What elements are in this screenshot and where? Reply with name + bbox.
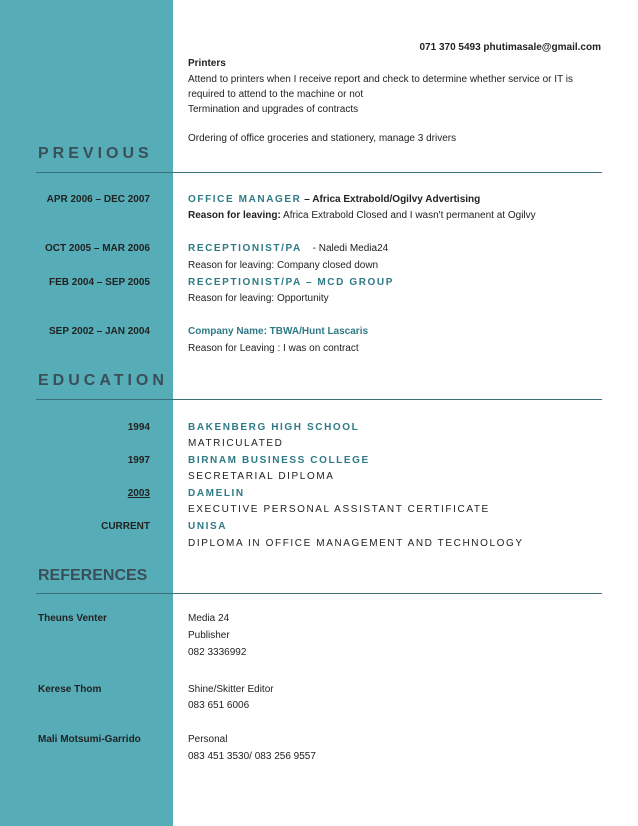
job-company: – Africa Extrabold/Ogilvy Advertising	[304, 194, 481, 205]
edu-year: 2003	[127, 488, 150, 499]
duty-line: required to attend to the machine or not	[188, 89, 364, 100]
job-role: Company Name: TBWA/Hunt Lascaris	[188, 326, 369, 337]
printers-title: Printers	[188, 58, 226, 69]
reference-name: Mali Motsumi-Garrido	[38, 734, 141, 745]
job-dates: APR 2006 – DEC 2007	[46, 194, 150, 205]
edu-school: DAMELIN	[188, 488, 245, 499]
duty-line: Ordering of office groceries and stationery, manage 3 drivers	[188, 133, 457, 144]
edu-school: UNISA	[188, 521, 228, 532]
references-heading: REFERENCES	[38, 567, 148, 584]
reference-line: Media 24	[188, 613, 230, 624]
job-role: RECEPTIONIST/PA	[188, 243, 302, 254]
duty-line: Termination and upgrades of contracts	[188, 104, 359, 115]
edu-qualification: SECRETARIAL DIPLOMA	[188, 471, 335, 482]
job-reason: Reason for leaving: Company closed down	[188, 260, 379, 271]
job-title	[188, 243, 388, 255]
job-reason: Reason for leaving: Opportunity	[188, 293, 329, 304]
reference-line: Personal	[188, 734, 228, 745]
job-company: - Naledi Media24	[312, 243, 389, 254]
job-reason	[188, 210, 536, 222]
edu-year: CURRENT	[101, 521, 150, 532]
section-divider	[36, 172, 602, 173]
reference-line: 083 451 3530/ 083 256 9557	[188, 751, 316, 762]
duty-line: Attend to printers when I receive report and check to determine whether service or IT is	[188, 74, 573, 85]
job-reason: Reason for Leaving : I was on contract	[188, 343, 359, 354]
reason-label: Reason for leaving:	[188, 210, 281, 221]
edu-qualification: DIPLOMA IN OFFICE MANAGEMENT AND TECHNOLOGY	[188, 538, 524, 549]
reference-line: Publisher	[188, 630, 230, 641]
reference-line: 082 3336992	[188, 647, 247, 658]
education-heading: EDUCATION	[38, 372, 168, 389]
edu-year: 1994	[127, 422, 150, 433]
reference-name: Kerese Thom	[38, 684, 102, 695]
job-role: RECEPTIONIST/PA – MCD GROUP	[188, 277, 394, 288]
reference-name: Theuns Venter	[38, 613, 107, 624]
reason-text: Africa Extrabold Closed and I wasn't permanent at Ogilvy	[283, 210, 536, 221]
sidebar-band	[0, 0, 173, 826]
job-dates: OCT 2005 – MAR 2006	[44, 243, 150, 254]
edu-qualification: EXECUTIVE PERSONAL ASSISTANT CERTIFICATE	[188, 504, 490, 515]
section-divider	[36, 399, 602, 400]
job-role: OFFICE MANAGER	[188, 194, 302, 205]
previous-heading: PREVIOUS	[38, 145, 153, 162]
section-divider	[36, 593, 602, 594]
job-dates: FEB 2004 – SEP 2005	[49, 277, 150, 288]
edu-school: BIRNAM BUSINESS COLLEGE	[188, 455, 370, 466]
edu-school: BAKENBERG HIGH SCHOOL	[188, 422, 360, 433]
contact-info: 071 370 5493 phutimasale@gmail.com	[419, 42, 601, 53]
job-dates: SEP 2002 – JAN 2004	[48, 326, 150, 337]
reference-line: Shine/Skitter Editor	[188, 684, 274, 695]
edu-qualification: MATRICULATED	[188, 438, 284, 449]
edu-year: 1997	[127, 455, 150, 466]
job-title	[188, 194, 480, 206]
reference-line: 083 651 6006	[188, 700, 250, 711]
